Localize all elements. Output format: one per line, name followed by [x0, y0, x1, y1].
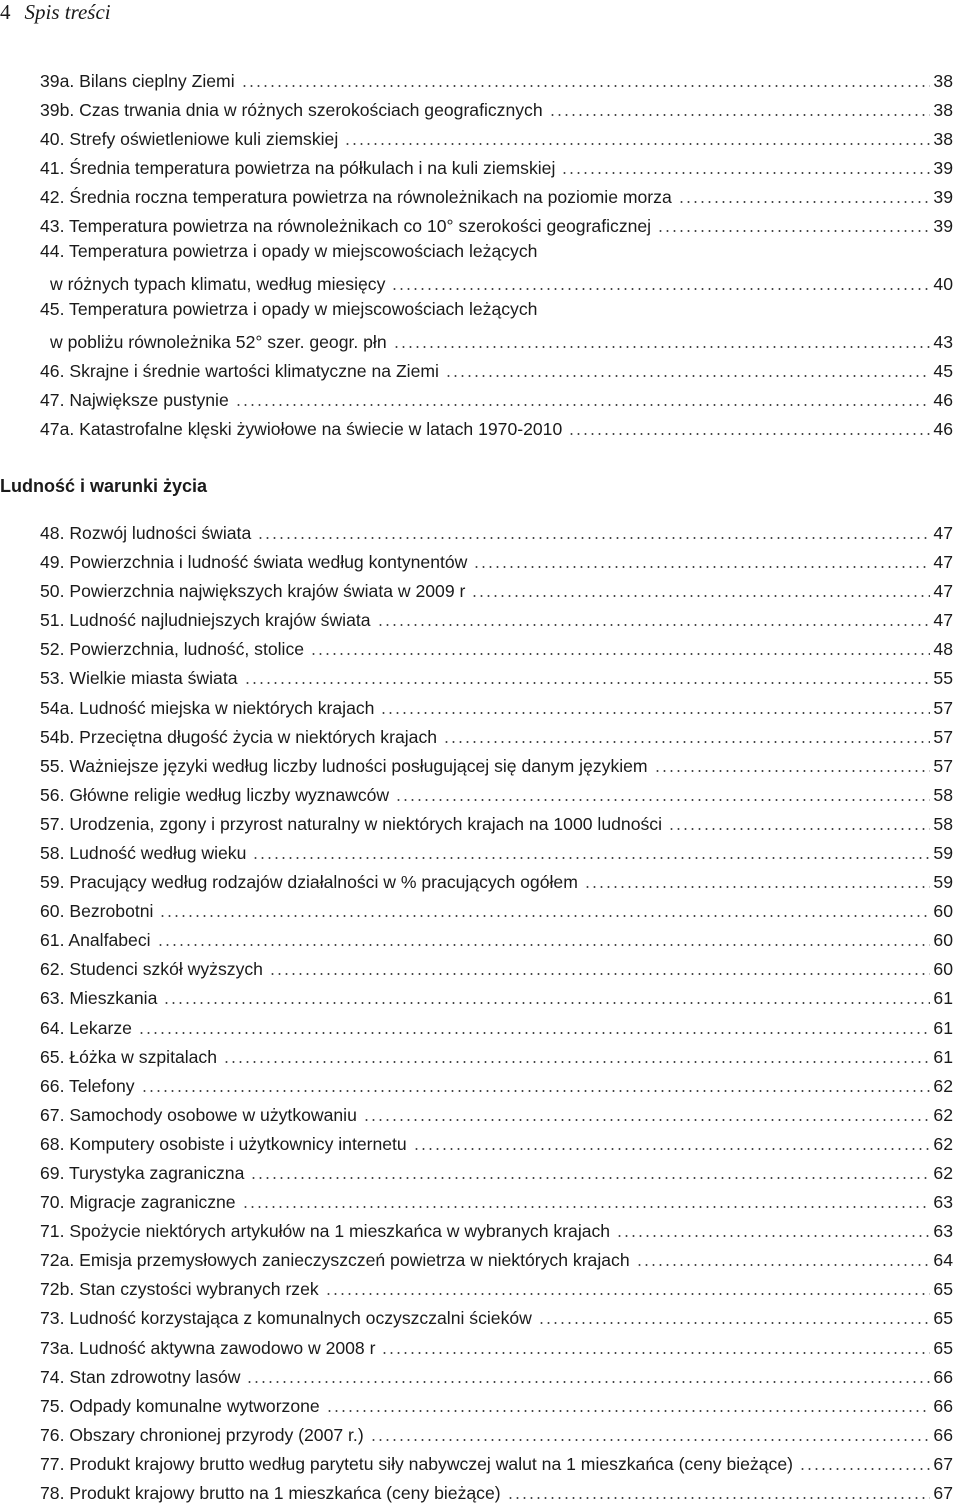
- page-header: [0, 0, 111, 24]
- toc-entry-page: 66: [933, 1424, 953, 1445]
- toc-entry-title: 59. Pracujący według rodzajów działalności w % pracujących ogółem: [40, 872, 578, 893]
- toc-entry-page: 45: [933, 361, 953, 381]
- dot-leader: [159, 915, 930, 917]
- toc-entry-title: w różnych typach klimatu, według miesięcy: [50, 274, 386, 294]
- dot-leader: [507, 1497, 931, 1499]
- dot-leader: [363, 1119, 931, 1121]
- dot-leader: [395, 799, 930, 801]
- toc-entry: [40, 265, 953, 294]
- toc-entry-page: 38: [933, 71, 953, 91]
- toc-entry-page: 46: [933, 390, 953, 410]
- toc-entry: [40, 718, 953, 747]
- toc-entry-title: 51. Ludność najludniejszych krajów świata: [40, 610, 371, 631]
- dot-leader: [157, 944, 931, 946]
- toc-entry-page: 43: [933, 332, 953, 352]
- toc-entry-page: 65: [933, 1279, 953, 1300]
- toc-entry-title: 72b. Stan czystości wybranych rzek: [40, 1279, 319, 1300]
- section-heading: Ludność i warunki życia: [0, 476, 208, 496]
- toc-entry-title: 68. Komputery osobiste i użytkownicy internetu: [40, 1133, 407, 1154]
- dot-leader: [616, 1235, 930, 1237]
- toc-entry-page: 61: [933, 1046, 953, 1067]
- toc-entry-page: 60: [933, 959, 953, 980]
- toc-entry-page: 39: [933, 216, 953, 236]
- toc-entry-page: 47: [933, 581, 953, 602]
- page-number: 4: [0, 0, 11, 24]
- toc-entry: [40, 1416, 953, 1445]
- toc-entry-page: 63: [933, 1192, 953, 1213]
- toc-entry-page: 40: [933, 274, 953, 294]
- dot-leader: [471, 595, 930, 597]
- dot-leader: [549, 114, 931, 116]
- dot-leader: [413, 1148, 931, 1150]
- toc-entry-page: 65: [933, 1337, 953, 1358]
- toc-entry-page: 66: [933, 1366, 953, 1387]
- toc-entry-page: 59: [933, 872, 953, 893]
- dot-leader: [325, 1293, 931, 1295]
- dot-leader: [799, 1468, 930, 1470]
- dot-leader: [370, 1439, 931, 1441]
- toc-entry-title: 62. Studenci szkół wyższych: [40, 959, 263, 980]
- toc-entry-title: 54b. Przeciętna długość życia w niektórych krajach: [40, 726, 438, 747]
- toc-entry-page: 59: [933, 842, 953, 863]
- toc-entry: [40, 410, 953, 439]
- toc-entry-page: 61: [933, 1017, 953, 1038]
- toc-entry-title: 60. Bezrobotni: [40, 901, 154, 922]
- dot-leader: [380, 712, 930, 714]
- dot-leader: [445, 375, 930, 377]
- toc-entry-page: 60: [933, 930, 953, 951]
- toc-entry: [40, 892, 953, 921]
- toc-entry-title: 49. Powierzchnia i ludność świata według kontynentów: [40, 552, 468, 573]
- toc-entry-page: 67: [933, 1453, 953, 1474]
- toc-entry-title: 64. Lekarze: [40, 1017, 132, 1038]
- dot-leader: [252, 857, 930, 859]
- toc-entry-title: 78. Produkt krajowy brutto na 1 mieszkańca (ceny bieżące): [40, 1482, 501, 1503]
- toc-entry-title: 63. Mieszkania: [40, 988, 158, 1009]
- toc-entry-page: 46: [933, 419, 953, 439]
- toc-entry-title: w pobliżu równoleżnika 52° szer. geogr. płn: [50, 332, 387, 352]
- toc-entry: [40, 543, 953, 572]
- dot-leader: [654, 770, 931, 772]
- toc-entry-page: 66: [933, 1395, 953, 1416]
- toc-entry-page: 62: [933, 1104, 953, 1125]
- toc-entry-title: 69. Turystyka zagraniczna: [40, 1162, 245, 1183]
- toc-entry-page: 57: [933, 755, 953, 776]
- dot-leader: [310, 653, 930, 655]
- dot-leader: [443, 741, 930, 743]
- toc-entry: [40, 120, 953, 149]
- toc-entry-title: 71. Spożycie niektórych artykułów na 1 mieszkańca w wybranych krajach: [40, 1221, 611, 1242]
- toc-entry-page: 57: [933, 726, 953, 747]
- toc-entry: [40, 659, 953, 688]
- toc-entry-title: 55. Ważniejsze języki według liczby ludności posługującej się danym językiem: [40, 755, 648, 776]
- toc-entry: [40, 1067, 953, 1096]
- toc-entry-title: 50. Powierzchnia największych krajów świata w 2009 r: [40, 581, 466, 602]
- dot-leader: [326, 1410, 931, 1412]
- toc-entry: [40, 863, 953, 892]
- toc-entry-page: 60: [933, 901, 953, 922]
- toc-entry: [40, 572, 953, 601]
- toc-entry-page: 65: [933, 1308, 953, 1329]
- toc-entry-title: 52. Powierzchnia, ludność, stolice: [40, 639, 305, 660]
- toc-entry: [40, 207, 953, 236]
- toc-entry: [40, 921, 953, 950]
- toc-entry-first-line: 44. Temperatura powietrza i opady w miejscowościach leżących: [40, 241, 538, 261]
- dot-leader: [250, 1177, 930, 1179]
- toc-entry: [40, 1329, 953, 1358]
- toc-entry-title: 73. Ludność korzystająca z komunalnych oczyszczalni ścieków: [40, 1308, 532, 1329]
- dot-leader: [538, 1322, 931, 1324]
- dot-leader: [391, 288, 930, 290]
- toc-entry: [40, 1009, 953, 1038]
- toc-entry: [40, 950, 953, 979]
- toc-entry: [40, 1125, 953, 1154]
- toc-entry-title: 41. Średnia temperatura powietrza na półkulach i na kuli ziemskiej: [40, 158, 556, 178]
- toc-entry: [40, 1212, 953, 1241]
- toc-entry-title: 77. Produkt krajowy brutto według parytetu siły nabywczej walut na 1 mieszkańca (ceny bieżące): [40, 1453, 793, 1474]
- dot-leader: [678, 201, 931, 203]
- toc-entry-title: 70. Migracje zagraniczne: [40, 1192, 236, 1213]
- toc-entry-page: 47: [933, 610, 953, 631]
- toc-entry: [40, 689, 953, 718]
- dot-leader: [344, 143, 930, 145]
- dot-leader: [473, 566, 930, 568]
- dot-leader: [138, 1032, 930, 1034]
- toc-entry-title: 76. Obszary chronionej przyrody (2007 r.): [40, 1424, 364, 1445]
- toc-entry-page: 47: [933, 552, 953, 573]
- toc-entry: [40, 1299, 953, 1328]
- toc-entry-page: 58: [933, 813, 953, 834]
- toc-entry-page: 62: [933, 1133, 953, 1154]
- dot-leader: [257, 537, 930, 539]
- toc-entry: [40, 747, 953, 776]
- toc-entry-title: 47. Największe pustynie: [40, 390, 229, 410]
- toc-entry-title: 56. Główne religie według liczby wyznawców: [40, 784, 390, 805]
- dot-leader: [244, 682, 931, 684]
- toc-entry-first-line: 45. Temperatura powietrza i opady w miejscowościach leżących: [40, 299, 538, 319]
- dot-leader: [269, 973, 930, 975]
- dot-leader: [636, 1264, 931, 1266]
- dot-leader: [561, 172, 930, 174]
- toc-entry: [40, 1474, 953, 1503]
- toc-entry-page: 64: [933, 1250, 953, 1271]
- dot-leader: [223, 1061, 930, 1063]
- toc-entry-page: 48: [933, 639, 953, 660]
- toc-entry: [40, 776, 953, 805]
- toc-entry-title: 74. Stan zdrowotny lasów: [40, 1366, 241, 1387]
- toc-entry-title: 61. Analfabeci: [40, 930, 151, 951]
- toc-entry: [40, 630, 953, 659]
- toc-entry-page: 67: [933, 1482, 953, 1503]
- toc-entry-title: 39b. Czas trwania dnia w różnych szerokościach geograficznych: [40, 100, 543, 120]
- toc-entry-title: 43. Temperatura powietrza na równoleżnikach co 10° szerokości geograficznej: [40, 216, 652, 236]
- toc-entry-title: 40. Strefy oświetleniowe kuli ziemskiej: [40, 129, 339, 149]
- toc-entry-title: 66. Telefony: [40, 1075, 135, 1096]
- toc-entry-page: 58: [933, 784, 953, 805]
- toc-entry-page: 55: [933, 668, 953, 689]
- toc-entry: [40, 1183, 953, 1212]
- toc-entry-title: 48. Rozwój ludności świata: [40, 523, 252, 543]
- toc-entry: [40, 323, 953, 352]
- toc-entry-page: 62: [933, 1162, 953, 1183]
- toc-entry-title: 57. Urodzenia, zgony i przyrost naturalny w niektórych krajach na 1000 ludności: [40, 813, 662, 834]
- toc-entry: [40, 1358, 953, 1387]
- toc-entry-title: 75. Odpady komunalne wytworzone: [40, 1395, 320, 1416]
- dot-leader: [657, 230, 930, 232]
- toc-entry: [40, 1387, 953, 1416]
- toc-entry: [40, 91, 953, 120]
- toc-entry-page: 39: [933, 158, 953, 178]
- toc-entry-page: 57: [933, 697, 953, 718]
- toc-entry: [40, 178, 953, 207]
- page-title: Spis treści: [24, 0, 111, 24]
- toc-entry-title: 53. Wielkie miasta świata: [40, 668, 238, 689]
- dot-leader: [381, 1352, 930, 1354]
- dot-leader: [377, 624, 931, 626]
- toc-entry: [40, 1241, 953, 1270]
- toc-entry: [40, 352, 953, 381]
- toc-entry: [40, 149, 953, 178]
- toc-entry: [40, 601, 953, 630]
- toc-entry: [40, 62, 953, 91]
- toc-entry-title: 58. Ludność według wieku: [40, 842, 247, 863]
- toc-entry-title: 65. Łóżka w szpitalach: [40, 1046, 218, 1067]
- dot-leader: [242, 1206, 931, 1208]
- toc-entry: [40, 979, 953, 1008]
- dot-leader: [246, 1381, 930, 1383]
- toc-entry: [40, 1154, 953, 1183]
- toc-entry-page: 39: [933, 187, 953, 207]
- dot-leader: [235, 404, 931, 406]
- dot-leader: [141, 1090, 931, 1092]
- toc-entry-title: 46. Skrajne i średnie wartości klimatyczne na Ziemi: [40, 361, 439, 381]
- toc-entry: [40, 834, 953, 863]
- toc-entry: [40, 514, 953, 543]
- toc-entry-title: 67. Samochody osobowe w użytkowaniu: [40, 1104, 357, 1125]
- toc-entry: [40, 1445, 953, 1474]
- dot-leader: [393, 346, 931, 348]
- dot-leader: [163, 1002, 930, 1004]
- toc-entry-page: 63: [933, 1221, 953, 1242]
- toc-entry-page: 47: [933, 523, 953, 543]
- toc-entry: [40, 805, 953, 834]
- toc-entry-title: 73a. Ludność aktywna zawodowo w 2008 r: [40, 1337, 376, 1358]
- dot-leader: [668, 828, 930, 830]
- toc-entry-title: 54a. Ludność miejska w niektórych krajach: [40, 697, 375, 718]
- toc-entry-page: 62: [933, 1075, 953, 1096]
- toc-entry-page: 38: [933, 100, 953, 120]
- toc-entry: [40, 1270, 953, 1299]
- toc-entry: [40, 381, 953, 410]
- toc-entry-title: 42. Średnia roczna temperatura powietrza na równoleżnikach na poziomie morza: [40, 187, 672, 207]
- toc-entry-page: 38: [933, 129, 953, 149]
- toc-entry-title: 47a. Katastrofalne klęski żywiołowe na świecie w latach 1970-2010: [40, 419, 563, 439]
- toc-entry-title: 72a. Emisja przemysłowych zanieczyszczeń powietrza w niektórych krajach: [40, 1250, 630, 1271]
- toc-entry-page: 61: [933, 988, 953, 1009]
- dot-leader: [568, 433, 930, 435]
- toc-entry: [40, 1038, 953, 1067]
- dot-leader: [241, 85, 931, 87]
- toc-entry: [40, 1096, 953, 1125]
- toc-entry-title: 39a. Bilans cieplny Ziemi: [40, 71, 235, 91]
- dot-leader: [584, 886, 931, 888]
